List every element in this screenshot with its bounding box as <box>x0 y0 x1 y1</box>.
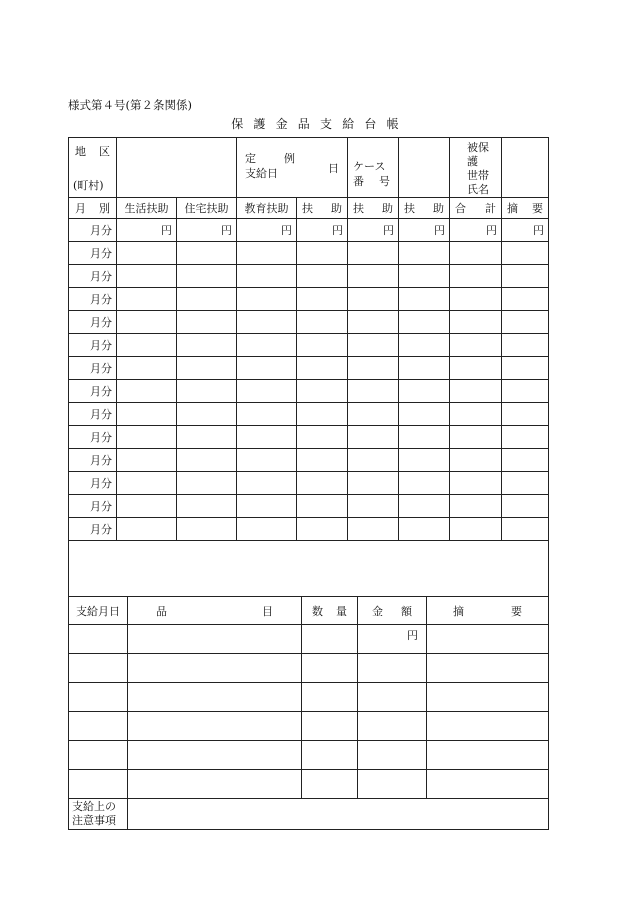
amount-cell[interactable] <box>297 518 348 541</box>
title-char: 台 <box>364 117 377 131</box>
amount-cell[interactable] <box>399 357 450 380</box>
amount-cell[interactable] <box>399 518 450 541</box>
amount-cell[interactable] <box>348 265 399 288</box>
col-goods-remarks: 摘 要 <box>427 597 549 625</box>
month-row <box>69 380 549 403</box>
amount-cell[interactable] <box>450 426 502 449</box>
goods-cell[interactable] <box>358 741 427 770</box>
amount-cell[interactable] <box>399 449 450 472</box>
amount-cell[interactable]: 円 <box>450 219 502 242</box>
goods-row <box>69 741 549 770</box>
goods-cell[interactable] <box>128 770 302 799</box>
month-row <box>69 495 549 518</box>
goods-cell[interactable]: 円 <box>358 625 427 654</box>
goods-rows <box>69 625 549 799</box>
goods-cell[interactable] <box>128 741 302 770</box>
amount-cell[interactable] <box>177 495 237 518</box>
amount-cell[interactable] <box>177 472 237 495</box>
amount-cell[interactable] <box>117 380 177 403</box>
goods-row <box>69 683 549 712</box>
amount-cell[interactable] <box>177 449 237 472</box>
col-total: 合 計 <box>450 198 502 219</box>
monthly-blank-cell[interactable] <box>69 541 549 597</box>
monthly-header-row <box>69 198 549 219</box>
notes-row <box>69 799 549 830</box>
amount-cell[interactable]: 円 <box>117 219 177 242</box>
amount-cell[interactable] <box>399 472 450 495</box>
amount-cell[interactable] <box>297 265 348 288</box>
amount-cell[interactable] <box>502 380 549 403</box>
monthly-blank-area <box>69 541 549 597</box>
household-name-label: 被保護 世 帯 氏 名 <box>450 138 502 198</box>
amount-cell[interactable] <box>399 242 450 265</box>
title-char: 支 <box>320 117 333 131</box>
amount-cell[interactable] <box>117 495 177 518</box>
goods-cell[interactable] <box>69 770 128 799</box>
goods-cell[interactable] <box>69 654 128 683</box>
amount-cell[interactable] <box>450 311 502 334</box>
amount-cell[interactable] <box>237 426 297 449</box>
title-char: 給 <box>342 117 355 131</box>
month-label: 月分 <box>69 357 117 380</box>
month-label: 月分 <box>69 380 117 403</box>
col-amount: 金 額 <box>358 597 427 625</box>
month-row <box>69 219 549 242</box>
month-label: 月分 <box>69 219 117 242</box>
amount-cell[interactable] <box>297 495 348 518</box>
col-aid-c: 扶 助 <box>399 198 450 219</box>
payday-unit: 日 <box>328 161 339 175</box>
amount-cell[interactable] <box>117 357 177 380</box>
amount-cell[interactable]: 円 <box>399 219 450 242</box>
month-row <box>69 403 549 426</box>
goods-cell[interactable] <box>302 741 358 770</box>
goods-cell[interactable] <box>427 741 549 770</box>
col-aid-b: 扶 助 <box>348 198 399 219</box>
goods-cell[interactable] <box>427 683 549 712</box>
amount-cell[interactable] <box>297 357 348 380</box>
month-row <box>69 426 549 449</box>
goods-cell[interactable] <box>302 625 358 654</box>
case-number-label: ケース 番 号 <box>348 138 399 198</box>
amount-cell[interactable] <box>237 265 297 288</box>
district-field[interactable] <box>117 138 237 198</box>
amount-cell[interactable] <box>237 449 297 472</box>
amount-cell[interactable] <box>117 265 177 288</box>
col-remarks: 摘 要 <box>502 198 549 219</box>
amount-cell[interactable] <box>177 403 237 426</box>
month-row <box>69 288 549 311</box>
amount-cell[interactable] <box>450 334 502 357</box>
amount-cell[interactable] <box>297 334 348 357</box>
goods-header-row <box>69 597 549 625</box>
regular-payday-label: 定 例 支給日 <box>245 151 295 180</box>
amount-cell[interactable] <box>297 242 348 265</box>
goods-cell[interactable] <box>427 712 549 741</box>
amount-cell[interactable] <box>502 334 549 357</box>
household-name-field[interactable] <box>502 138 549 198</box>
goods-row <box>69 770 549 799</box>
goods-supply-table <box>68 596 549 830</box>
amount-cell[interactable] <box>450 518 502 541</box>
amount-cell[interactable] <box>297 449 348 472</box>
amount-cell[interactable] <box>502 265 549 288</box>
amount-cell[interactable] <box>117 472 177 495</box>
amount-cell[interactable] <box>348 288 399 311</box>
goods-cell[interactable] <box>358 712 427 741</box>
title-char: 金 <box>275 117 288 131</box>
amount-cell[interactable] <box>237 403 297 426</box>
month-row <box>69 449 549 472</box>
amount-cell[interactable] <box>297 472 348 495</box>
goods-cell[interactable] <box>302 683 358 712</box>
amount-cell[interactable] <box>450 242 502 265</box>
amount-cell[interactable] <box>399 495 450 518</box>
amount-cell[interactable] <box>117 518 177 541</box>
amount-cell[interactable] <box>117 334 177 357</box>
amount-cell[interactable] <box>399 426 450 449</box>
month-label: 月分 <box>69 449 117 472</box>
col-supply-date: 支給月日 <box>69 597 128 625</box>
amount-cell[interactable] <box>237 242 297 265</box>
amount-cell[interactable] <box>237 472 297 495</box>
amount-cell[interactable] <box>177 357 237 380</box>
amount-cell[interactable] <box>177 518 237 541</box>
col-aid-a: 扶 助 <box>297 198 348 219</box>
amount-cell[interactable] <box>450 472 502 495</box>
amount-cell[interactable] <box>237 311 297 334</box>
amount-cell[interactable] <box>399 403 450 426</box>
form-number: 様式第４号(第２条関係) <box>68 98 192 112</box>
notes-field[interactable] <box>128 799 549 830</box>
amount-cell[interactable] <box>297 426 348 449</box>
month-label: 月分 <box>69 242 117 265</box>
goods-cell[interactable] <box>128 654 302 683</box>
amount-cell[interactable] <box>348 518 399 541</box>
goods-row <box>69 712 549 741</box>
amount-cell[interactable] <box>348 472 399 495</box>
month-row <box>69 311 549 334</box>
goods-cell[interactable] <box>358 770 427 799</box>
month-label: 月分 <box>69 518 117 541</box>
amount-cell[interactable] <box>237 518 297 541</box>
amount-cell[interactable] <box>117 403 177 426</box>
amount-cell[interactable]: 円 <box>348 219 399 242</box>
goods-cell[interactable] <box>302 654 358 683</box>
monthly-rows <box>69 219 549 541</box>
amount-cell[interactable] <box>399 288 450 311</box>
amount-cell[interactable] <box>502 426 549 449</box>
amount-cell[interactable] <box>450 449 502 472</box>
amount-cell[interactable] <box>450 265 502 288</box>
amount-cell[interactable] <box>502 472 549 495</box>
goods-cell[interactable] <box>128 712 302 741</box>
amount-cell[interactable] <box>450 288 502 311</box>
month-row <box>69 518 549 541</box>
amount-cell[interactable] <box>502 518 549 541</box>
household-info-row <box>69 138 549 198</box>
title-char: 帳 <box>386 117 399 131</box>
regular-payday-cell <box>237 138 348 198</box>
amount-cell[interactable] <box>237 288 297 311</box>
amount-cell[interactable] <box>502 242 549 265</box>
col-housing-aid: 住宅扶助 <box>177 198 237 219</box>
amount-cell[interactable] <box>117 311 177 334</box>
amount-cell[interactable] <box>450 380 502 403</box>
goods-cell[interactable] <box>427 654 549 683</box>
amount-cell[interactable] <box>237 380 297 403</box>
amount-cell[interactable] <box>177 380 237 403</box>
col-education-aid: 教育扶助 <box>237 198 297 219</box>
amount-cell[interactable]: 円 <box>237 219 297 242</box>
title-char: 保 <box>231 117 244 131</box>
amount-cell[interactable] <box>177 265 237 288</box>
amount-cell[interactable] <box>502 288 549 311</box>
month-row <box>69 334 549 357</box>
goods-cell[interactable] <box>128 683 302 712</box>
goods-row <box>69 654 549 683</box>
amount-cell[interactable] <box>348 380 399 403</box>
col-item: 品 目 <box>128 597 302 625</box>
amount-cell[interactable] <box>450 357 502 380</box>
month-row <box>69 242 549 265</box>
amount-cell[interactable]: 円 <box>177 219 237 242</box>
amount-cell[interactable] <box>502 495 549 518</box>
amount-cell[interactable] <box>502 449 549 472</box>
amount-cell[interactable] <box>348 334 399 357</box>
month-row <box>69 265 549 288</box>
goods-cell[interactable] <box>69 625 128 654</box>
case-number-field[interactable] <box>399 138 450 198</box>
amount-cell[interactable] <box>297 403 348 426</box>
amount-cell[interactable] <box>297 380 348 403</box>
amount-cell[interactable] <box>177 242 237 265</box>
amount-cell[interactable]: 円 <box>297 219 348 242</box>
amount-cell[interactable] <box>117 426 177 449</box>
title-char: 品 <box>297 117 310 131</box>
month-label: 月分 <box>69 288 117 311</box>
amount-cell[interactable] <box>348 426 399 449</box>
amount-cell[interactable] <box>450 495 502 518</box>
amount-cell[interactable] <box>348 311 399 334</box>
title-char: 護 <box>253 117 266 131</box>
ledger-title <box>0 115 630 132</box>
col-month: 月 別 <box>69 198 117 219</box>
amount-cell[interactable] <box>177 334 237 357</box>
goods-cell[interactable] <box>69 712 128 741</box>
amount-cell[interactable] <box>177 311 237 334</box>
goods-cell[interactable] <box>69 741 128 770</box>
amount-cell[interactable] <box>502 403 549 426</box>
goods-cell[interactable] <box>358 654 427 683</box>
month-row <box>69 472 549 495</box>
amount-cell[interactable] <box>348 449 399 472</box>
amount-cell[interactable] <box>177 426 237 449</box>
goods-cell[interactable] <box>427 770 549 799</box>
amount-cell[interactable] <box>348 357 399 380</box>
amount-cell[interactable] <box>502 357 549 380</box>
amount-cell[interactable] <box>348 495 399 518</box>
month-label: 月分 <box>69 472 117 495</box>
month-label: 月分 <box>69 334 117 357</box>
amount-cell[interactable] <box>348 403 399 426</box>
goods-cell[interactable] <box>302 712 358 741</box>
amount-cell[interactable] <box>399 380 450 403</box>
amount-cell[interactable] <box>117 449 177 472</box>
col-quantity: 数 量 <box>302 597 358 625</box>
monthly-aid-table <box>68 137 549 597</box>
amount-cell[interactable] <box>237 495 297 518</box>
month-label: 月分 <box>69 426 117 449</box>
amount-cell[interactable] <box>399 311 450 334</box>
amount-cell[interactable] <box>237 334 297 357</box>
goods-cell[interactable] <box>302 770 358 799</box>
month-label: 月分 <box>69 265 117 288</box>
amount-cell[interactable] <box>237 357 297 380</box>
amount-cell[interactable] <box>450 403 502 426</box>
amount-cell[interactable] <box>502 311 549 334</box>
amount-cell[interactable]: 円 <box>502 219 549 242</box>
amount-cell[interactable] <box>348 242 399 265</box>
month-label: 月分 <box>69 403 117 426</box>
month-label: 月分 <box>69 311 117 334</box>
amount-cell[interactable] <box>297 288 348 311</box>
notes-label: 支給上の 注意事項 <box>69 799 128 830</box>
amount-cell[interactable] <box>177 288 237 311</box>
amount-cell[interactable] <box>399 334 450 357</box>
goods-row <box>69 625 549 654</box>
amount-cell[interactable] <box>399 265 450 288</box>
amount-cell[interactable] <box>117 288 177 311</box>
goods-cell[interactable] <box>427 625 549 654</box>
col-living-aid: 生活扶助 <box>117 198 177 219</box>
month-row <box>69 357 549 380</box>
goods-cell[interactable] <box>358 683 427 712</box>
goods-cell[interactable] <box>128 625 302 654</box>
district-label: 地 区 (町村) <box>69 138 117 198</box>
goods-cell[interactable] <box>69 683 128 712</box>
month-label: 月分 <box>69 495 117 518</box>
amount-cell[interactable] <box>297 311 348 334</box>
amount-cell[interactable] <box>117 242 177 265</box>
